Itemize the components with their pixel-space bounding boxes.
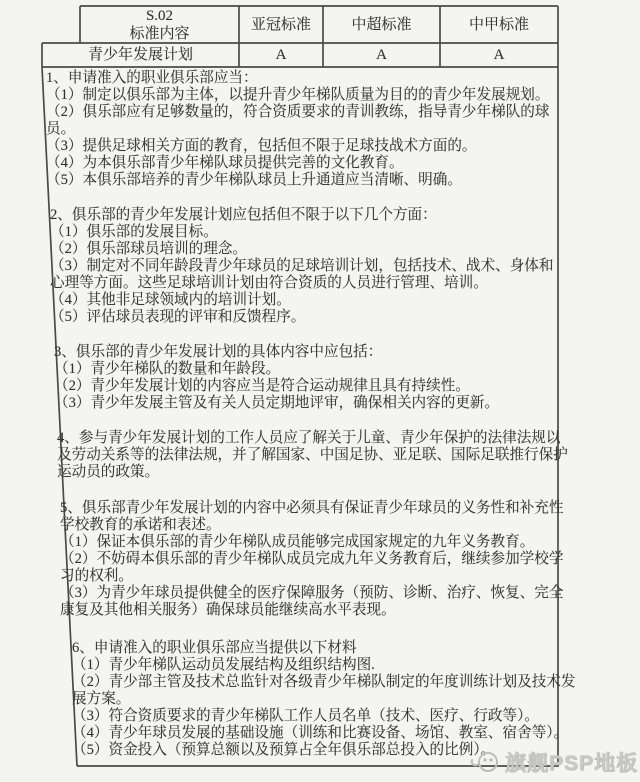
text-line: 展方案。 <box>72 691 131 707</box>
section-6 <box>72 640 576 759</box>
text-line: （2）青少年发展计划的内容应当是符合运动规律且具有持续性。 <box>54 378 470 394</box>
text-line: （3）青少年发展主管及有关人员定期地评审，确保相关内容的更新。 <box>54 395 500 411</box>
league-one-standard-header: 中甲标准 <box>468 16 529 33</box>
text-line: （1）青少年梯队运动员发展结构及组织结构图. <box>72 657 375 673</box>
grade-league-one: A <box>493 47 505 63</box>
grade-afc: A <box>275 47 287 63</box>
text-line: （3）制定对不同年龄段青少年球员的足球培训计划，包括技术、战术、身体和 <box>50 258 554 274</box>
text-line: 1、申请准入的职业俱乐部应当： <box>46 70 258 86</box>
text-line: 心理等方面。这些足球培训计划由符合资质的人员进行管理、培训。 <box>50 275 488 291</box>
text-line: （1）保证本俱乐部的青少年梯队成员能够完成国家规定的九年义务教育。 <box>60 534 535 550</box>
text-line: 员。 <box>46 121 76 137</box>
text-line: （3）符合资质要求的青少年梯队工作人员名单（技术、医疗、行政等）。 <box>72 708 539 724</box>
section-3 <box>54 344 560 412</box>
text-line: （3）为青少年球员提供健全的医疗保障服务（预防、诊断、治疗、恢复、完全 <box>60 585 564 601</box>
text-line: 3、俱乐部的青少年发展计划的具体内容中应包括： <box>54 344 383 360</box>
text-line: 6、申请准入的职业俱乐部应当提供以下材料 <box>72 640 357 656</box>
csl-standard-header: 中超标准 <box>351 16 412 33</box>
text-line: （1）俱乐部的发展目标。 <box>50 224 218 240</box>
text-line: （2）青少部主管及技术总监针对各级青少年梯队制定的年度训练计划及技术发 <box>72 674 576 690</box>
text-line: （4）其他非足球领域内的培训计划。 <box>50 292 291 308</box>
section-4 <box>57 430 568 481</box>
text-line: （2）俱乐部应有足够数量的，符合资质要求的青训教练，指导青少年梯队的球 <box>46 104 550 120</box>
text-line: 5、俱乐部青少年发展计划的内容中必须具有保证青少年球员的义务性和补充性 <box>60 500 564 516</box>
section-1 <box>46 70 560 189</box>
afc-standard-header: 亚冠标准 <box>250 16 311 33</box>
text-line: 康复及其他相关服务）确保球员能继续高水平表现。 <box>60 602 396 618</box>
text-line: （5）资金投入（预算总额以及预算占全年俱乐部总投入的比例）。 <box>72 742 496 758</box>
body-sections <box>46 70 576 759</box>
text-line: （5）本俱乐部培养的青少年梯队球员上升通道应当清晰、明确。 <box>46 172 462 188</box>
text-line: 4、参与青少年发展计划的工作人员应了解关于儿童、青少年保护的法律法规以 <box>57 430 561 446</box>
text-line: （1）制定以俱乐部为主体，以提升青少年梯队质量为目的的青少年发展规划。 <box>46 87 550 103</box>
standard-label: 标准内容 <box>129 25 190 42</box>
text-line: 习的权利。 <box>60 568 133 584</box>
section-2 <box>50 207 560 326</box>
text-line: （2）不妨碍本俱乐部的青少年梯队成员完成九年义务教育后，继续参加学校学 <box>60 551 564 567</box>
text-line: 2、俱乐部的青少年发展计划应包括但不限于以下几个方面： <box>50 207 437 223</box>
watermark-text: 旗舰PSP地板 <box>504 752 638 775</box>
text-line: （4）青少年球员发展的基础设施（训练和比赛设备、场馆、教室、宿舍等）。 <box>72 725 569 741</box>
text-line: （3）提供足球相关方面的教育，包括但不限于足球技战术方面的。 <box>46 138 477 154</box>
row-title-youth-development-plan: 青少年发展计划 <box>87 47 193 63</box>
text-line: （1）青少年梯队的数量和年龄段。 <box>54 361 281 377</box>
text-line: 及劳动关系等的法律法规，并了解国家、中国足协、亚足联、国际足联推行保护 <box>57 447 568 463</box>
text-line: 学校教育的承诺和表述。 <box>60 517 221 533</box>
standard-id-cell <box>80 6 239 43</box>
section-5 <box>60 500 564 619</box>
grade-csl: A <box>376 47 387 63</box>
standard-id: S.02 <box>145 7 174 24</box>
text-line: （4）为本俱乐部青少年梯队球员提供完善的文化教育。 <box>46 155 404 171</box>
text-line: （2）俱乐部球员培训的理念。 <box>50 241 248 257</box>
text-line: 运动员的政策。 <box>57 464 160 480</box>
text-line: （5）评估球员表现的评审和反馈程序。 <box>50 309 306 325</box>
